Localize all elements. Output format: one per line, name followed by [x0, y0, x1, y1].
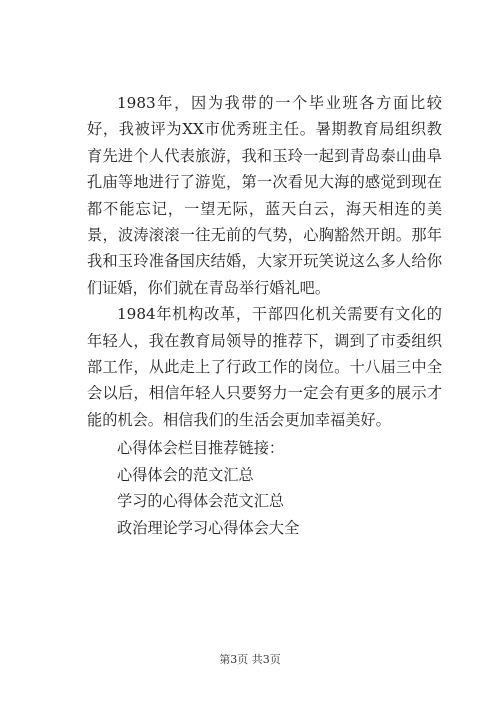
paragraph-1984: 1984年机构改革，干部四化机关需要有文化的年轻人，我在教育局领导的推荐下，调到了市委组织部工作，从此走上了行政工作的岗位。十八届三中全会以后，相信年轻人只要努力一定会有更多的展示才能的机会。相信我们的生活会更加幸福美好。	[87, 305, 442, 429]
page-footer: 第3页 共3页	[219, 653, 281, 666]
document-body	[87, 90, 442, 541]
paragraph-1983: 1983年，因为我带的一个毕业班各方面比较好，我被评为XX市优秀班主任。暑期教育局组织教育先进个人代表旅游，我和玉玲一起到青岛泰山曲阜孔庙等地进行了游览，第一次看见大海的感觉到现在都不能忘记，一望无际，蓝天白云，海天相连的美景，波涛滚滚一往无前的气势，心胸豁然开朗。那年我和玉玲准备国庆结婚，大家开玩笑说这么多人给你们证婚，你们就在青岛举行婚礼吧。	[87, 94, 442, 297]
link-political-theory-collection[interactable]: 政治理论学习心得体会大全	[117, 518, 300, 537]
links-heading: 心得体会栏目推荐链接：	[117, 439, 285, 458]
recommended-links	[87, 435, 442, 541]
link-study-essay-summary[interactable]: 学习的心得体会范文汇总	[117, 492, 285, 511]
link-essay-summary[interactable]: 心得体会的范文汇总	[117, 465, 254, 484]
